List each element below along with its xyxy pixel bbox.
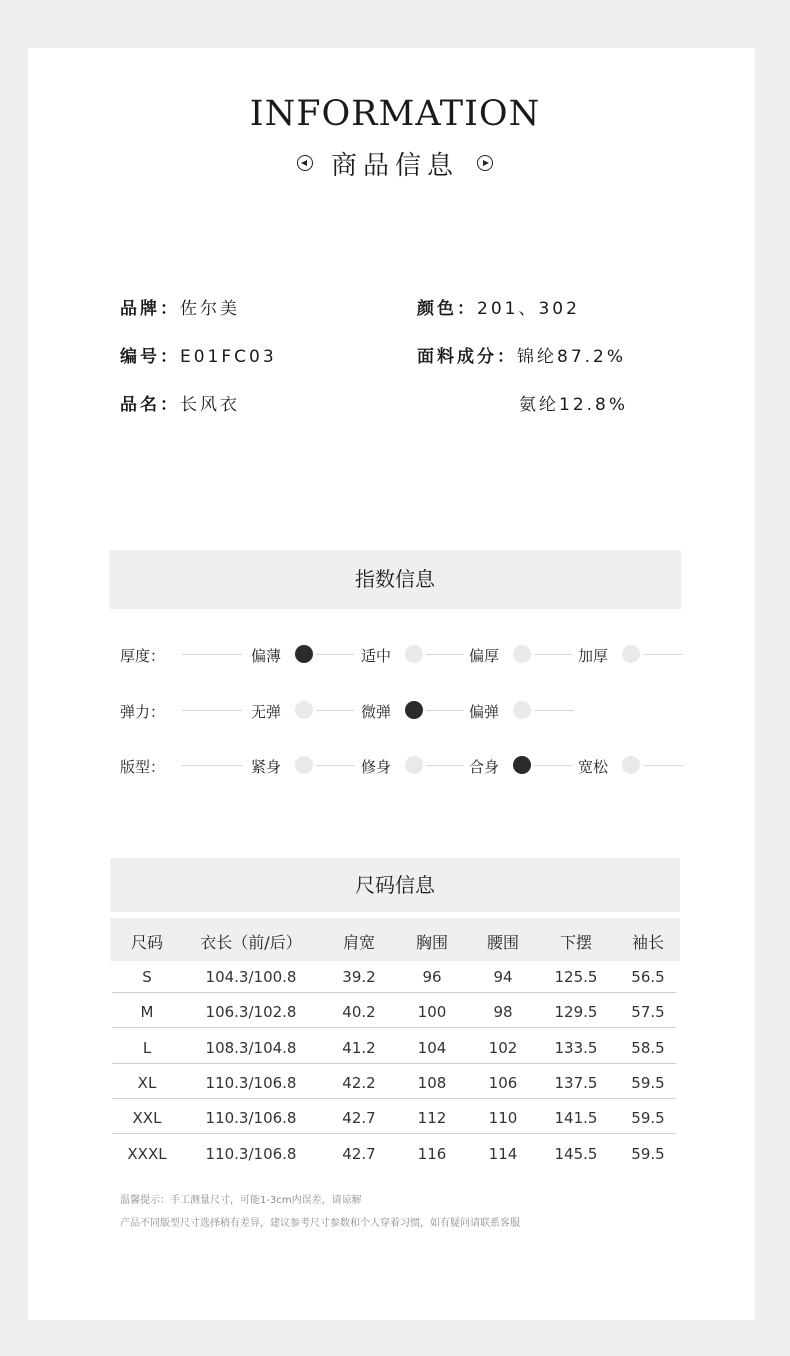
table-row-divider (112, 1133, 676, 1134)
col-header-hem: 下摆 (559, 933, 592, 952)
cell-chest: 96 (422, 968, 442, 986)
cell-length: 108.3/104.8 (205, 1039, 297, 1057)
cell-shoulder: 42.2 (342, 1074, 376, 1092)
content-card (28, 48, 755, 1320)
cell-size: XXXL (127, 1145, 167, 1163)
option-slight-stretch-dot[interactable] (405, 701, 423, 719)
circle-arrow-left-icon (297, 155, 313, 171)
divider-line (316, 654, 354, 655)
material-value-2: 氨纶12.8% (519, 395, 629, 415)
cell-hem: 133.5 (554, 1039, 598, 1057)
table-row-divider (112, 992, 676, 993)
note-fit-advice: 产品不同版型尺寸选择稍有差异，建议参考尺寸参数和个人穿着习惯，如有疑问请联系客服 (120, 1218, 520, 1229)
cell-shoulder: 42.7 (342, 1109, 376, 1127)
divider-line (643, 654, 683, 655)
divider-line (534, 765, 572, 766)
cell-sleeve: 57.5 (631, 1003, 665, 1021)
material-value-1: 锦纶87.2% (517, 347, 627, 367)
size-section-title: 尺码信息 (355, 873, 435, 897)
cell-length: 110.3/106.8 (205, 1145, 297, 1163)
col-header-size: 尺码 (130, 933, 163, 952)
option-extra-thick-label: 加厚 (578, 647, 609, 665)
table-row-divider (112, 1098, 676, 1099)
cell-chest: 104 (417, 1039, 447, 1057)
option-slim-dot[interactable] (405, 756, 423, 774)
cell-sleeve: 59.5 (631, 1145, 665, 1163)
cell-waist: 102 (488, 1039, 518, 1057)
brand-info (120, 294, 240, 319)
cell-hem: 129.5 (554, 1003, 598, 1021)
divider-line (426, 710, 464, 711)
col-header-length: 衣长（前/后） (200, 933, 302, 952)
divider-line (534, 654, 572, 655)
name-label: 品名： (120, 395, 180, 415)
cell-waist: 94 (493, 968, 513, 986)
cell-waist: 110 (488, 1109, 518, 1127)
option-tight-label: 紧身 (251, 758, 282, 776)
cell-length: 110.3/106.8 (205, 1109, 297, 1127)
option-loose-dot[interactable] (622, 756, 640, 774)
cell-waist: 114 (488, 1145, 518, 1163)
title-english: INFORMATION (249, 94, 541, 134)
table-row-divider (112, 1063, 676, 1064)
option-thin-dot[interactable] (295, 645, 313, 663)
index-label-fit: 版型： (120, 758, 166, 776)
color-value: 201、302 (477, 299, 580, 319)
cell-size: M (140, 1003, 154, 1021)
divider-line (643, 765, 683, 766)
cell-size: S (142, 968, 152, 986)
cell-length: 106.3/102.8 (205, 1003, 297, 1021)
option-no-stretch-dot[interactable] (295, 701, 313, 719)
divider-line (182, 765, 242, 766)
name-info (120, 390, 240, 415)
option-slim-label: 修身 (361, 758, 392, 776)
option-thick-dot[interactable] (513, 645, 531, 663)
cell-sleeve: 58.5 (631, 1039, 665, 1057)
cell-shoulder: 40.2 (342, 1003, 376, 1021)
index-section-title: 指数信息 (355, 567, 435, 591)
index-label-thickness: 厚度： (120, 647, 166, 665)
circle-arrow-right-icon (477, 155, 493, 171)
divider-line (316, 710, 354, 711)
divider-line (426, 765, 464, 766)
option-stretchy-label: 偏弹 (469, 703, 500, 721)
cell-size: XL (137, 1074, 157, 1092)
code-value: E01FC03 (180, 347, 277, 367)
col-header-shoulder: 肩宽 (342, 933, 375, 952)
name-value: 长风衣 (180, 395, 240, 415)
cell-hem: 145.5 (554, 1145, 598, 1163)
cell-chest: 116 (417, 1145, 447, 1163)
option-thin-label: 偏薄 (251, 647, 282, 665)
option-regular-label: 合身 (469, 758, 500, 776)
cell-sleeve: 59.5 (631, 1109, 665, 1127)
divider-line (182, 710, 242, 711)
cell-length: 104.3/100.8 (205, 968, 297, 986)
divider-line (534, 710, 574, 711)
option-medium-dot[interactable] (405, 645, 423, 663)
cell-hem: 141.5 (554, 1109, 598, 1127)
cell-chest: 112 (417, 1109, 447, 1127)
option-loose-label: 宽松 (578, 758, 609, 776)
cell-waist: 106 (488, 1074, 518, 1092)
cell-shoulder: 42.7 (342, 1145, 376, 1163)
cell-chest: 100 (417, 1003, 447, 1021)
option-slight-stretch-label: 微弹 (361, 703, 392, 721)
option-medium-label: 适中 (361, 647, 392, 665)
cell-waist: 98 (493, 1003, 513, 1021)
cell-hem: 137.5 (554, 1074, 598, 1092)
color-info (417, 294, 580, 319)
material-label: 面料成分： (417, 347, 517, 367)
title-chinese-row (0, 145, 790, 181)
title-chinese: 商品信息 (330, 150, 459, 181)
option-regular-dot[interactable] (513, 756, 531, 774)
option-thick-label: 偏厚 (469, 647, 500, 665)
divider-line (316, 765, 354, 766)
cell-sleeve: 59.5 (631, 1074, 665, 1092)
material-info (417, 342, 626, 367)
color-label: 颜色： (417, 299, 477, 319)
note-measurement: 温馨提示：手工测量尺寸，可能1-3cm内误差，请谅解 (120, 1195, 362, 1206)
cell-hem: 125.5 (554, 968, 598, 986)
brand-value: 佐尔美 (180, 299, 240, 319)
cell-length: 110.3/106.8 (205, 1074, 297, 1092)
brand-label: 品牌： (120, 299, 180, 319)
cell-chest: 108 (417, 1074, 447, 1092)
code-info (120, 342, 277, 367)
table-row-divider (112, 1027, 676, 1028)
index-label-elasticity: 弹力： (120, 703, 166, 721)
cell-sleeve: 56.5 (631, 968, 665, 986)
col-header-sleeve: 袖长 (631, 933, 664, 952)
option-no-stretch-label: 无弹 (251, 703, 282, 721)
option-tight-dot[interactable] (295, 756, 313, 774)
divider-line (426, 654, 464, 655)
index-section-header (109, 550, 681, 609)
cell-size: XXL (132, 1109, 162, 1127)
option-extra-thick-dot[interactable] (622, 645, 640, 663)
cell-shoulder: 39.2 (342, 968, 376, 986)
option-stretchy-dot[interactable] (513, 701, 531, 719)
size-section-header (110, 858, 680, 912)
cell-size: L (142, 1039, 152, 1057)
divider-line (182, 654, 242, 655)
col-header-chest: 胸围 (415, 933, 448, 952)
code-label: 编号： (120, 347, 180, 367)
col-header-waist: 腰围 (486, 933, 519, 952)
cell-shoulder: 41.2 (342, 1039, 376, 1057)
